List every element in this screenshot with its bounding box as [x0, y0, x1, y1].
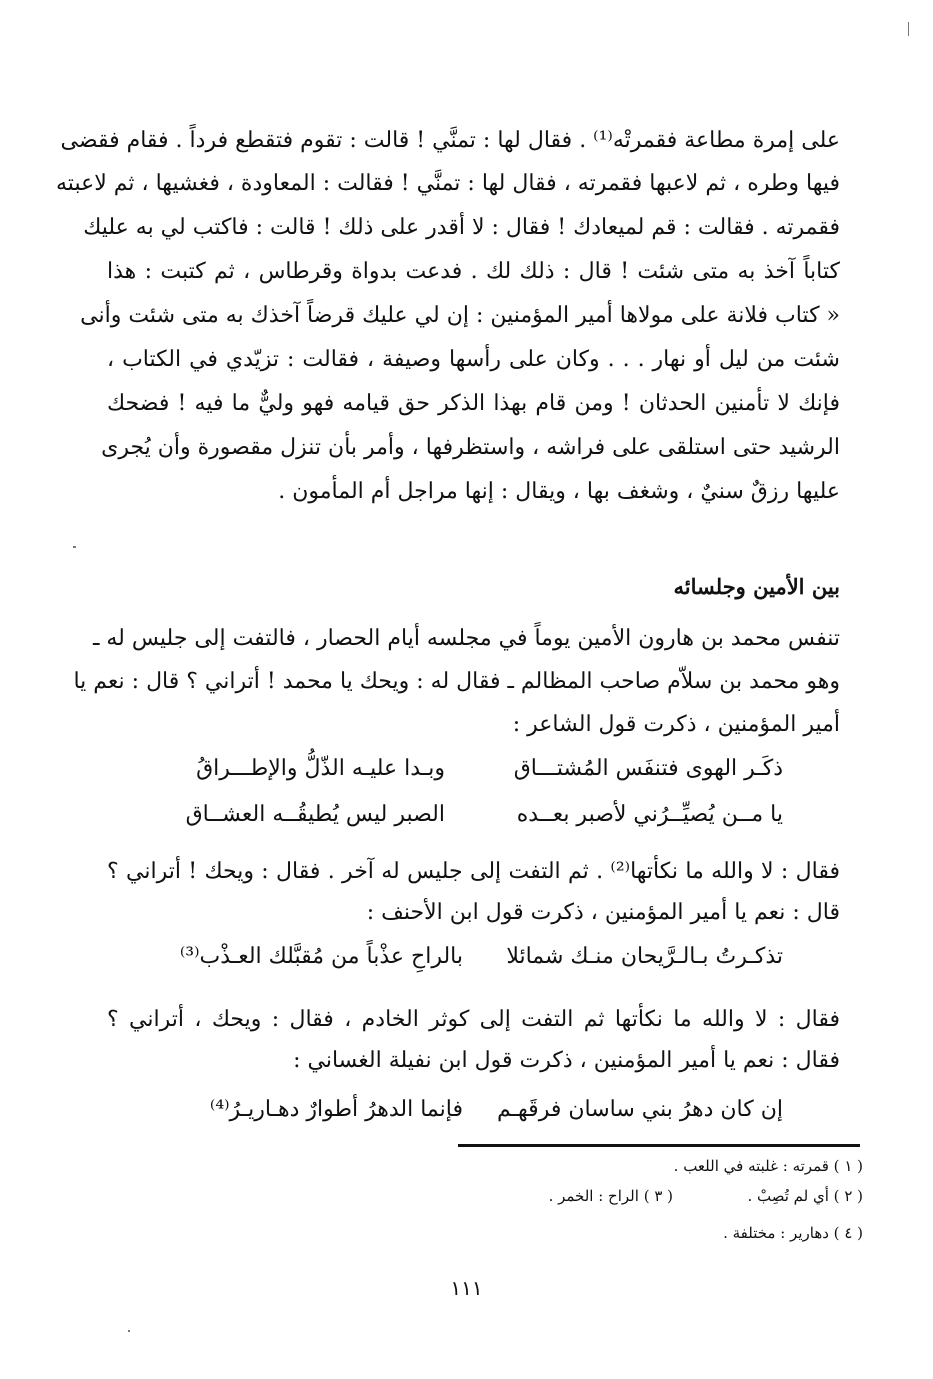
verse-hemistich-second: وبـدا عليـه الذّلُّ والإطـــراقُ [196, 756, 445, 781]
text-line: فإنك لا تأمنين الحدثان ! ومن قام بهذا الذكر حق قيامه فهو وليٌّ ما فيه ! فضحك [107, 391, 840, 416]
footnote-3: ( ٣ ) الراح : الخمر . [548, 1187, 673, 1205]
verse-hemistich-first: إن كان دهرُ بني ساسان فرقَهـم [496, 1097, 783, 1122]
verse-hemistich-second: فإنما الدهرُ أطوارٌ دهـاريـرُ⁽⁴⁾ [209, 1097, 463, 1122]
footnote-divider [458, 1144, 860, 1147]
text-line: شئت من ليل أو نهار . . . وكان على رأسها وصيفة ، فقالت : تزيّدي في الكتاب ، [107, 347, 840, 372]
verse-hemistich-first: ذكَـر الهوى فتنفَس المُشتـــاق [513, 756, 783, 781]
verse-hemistich-first: يا مــن يُصيِّــرُني لأصبر بعــده [516, 802, 783, 827]
text-line: قال : نعم يا أمير المؤمنين ، ذكرت قول ابن الأحنف : [366, 900, 840, 925]
text-line: فقال : لا والله ما نكأتها⁽²⁾ . ثم التفت إلى جليس له آخر . فقال : ويحك ! أتراني ؟ [107, 859, 841, 884]
text-line: الرشيد حتى استلقى على فراشه ، واستظرفها ، وأمر بأن تنزل مقصورة وأن يُجرى [101, 435, 840, 460]
scan-mark [128, 1330, 130, 1332]
text-line: عليها رزقٌ سنيٌ ، وشغف بها ، ويقال : إنها مراجل أم المأمون . [278, 479, 840, 504]
text-line: فقال : نعم يا أمير المؤمنين ، ذكرت قول ابن نفيلة الغساني : [293, 1048, 840, 1073]
footnote-1: ( ١ ) قمرته : غلبته في اللعب . [673, 1157, 863, 1175]
text-line: فيها وطره ، ثم لاعبها فقمرته ، فقال لها : تمنَّي ! فقالت : المعاودة ، فغشيها ، ثم لاعبته [56, 171, 840, 196]
scan-mark [908, 22, 909, 36]
text-line: فقال : لا والله ما نكأتها ثم التفت إلى كوثر الخادم ، فقال : ويحك ، أتراني ؟ [107, 1007, 840, 1032]
scan-mark [73, 546, 76, 548]
verse-hemistich-second: بالراحِ عذْباً من مُقبَّلك العـذْب⁽³⁾ [179, 944, 463, 969]
text-line: وهو محمد بن سلاّم صاحب المظالم ـ فقال له : ويحك يا محمد ! أتراني ؟ قال : نعم يا [73, 669, 840, 694]
footnote-4: ( ٤ ) دهارير : مختلفة . [723, 1224, 863, 1242]
text-line: « كتاب فلانة على مولاها أمير المؤمنين : إن لي عليك قرضاً آخذك به متى شئت وأنى [80, 303, 840, 328]
section-heading: بين الأمين وجلسائه [673, 574, 840, 599]
text-line: تنفس محمد بن هارون الأمين يوماً في مجلسه أيام الحصار ، فالتفت إلى جليس له ـ [92, 626, 840, 651]
text-line: فقمرته . فقالت : قم لميعادك ! فقال : لا أقدر على ذلك ! قالت : فاكتب لي به عليك [83, 215, 840, 240]
text-line: أمير المؤمنين ، ذكرت قول الشاعر : [512, 712, 840, 737]
verse-hemistich-second: الصبر ليس يُطيقُــه العشــاق [185, 802, 445, 827]
text-line: كتاباً آخذ به متى شئت ! قال : ذلك لك . فدعت بدواة وقرطاس ، ثم كتبت : هذا [107, 259, 840, 284]
verse-hemistich-first: تذكـرتُ بـالـرَّيحان منـك شمائلا [506, 944, 783, 969]
text-line: على إمرة مطاعة فقمرتْه⁽¹⁾ . فقال لها : تمنَّي ! قالت : تقوم فتقطع فرداً . فقام فقضى [60, 128, 840, 153]
page-number: ١١١ [450, 1276, 483, 1300]
footnote-2: ( ٢ ) أي لم تُصِبْ . [747, 1187, 863, 1205]
